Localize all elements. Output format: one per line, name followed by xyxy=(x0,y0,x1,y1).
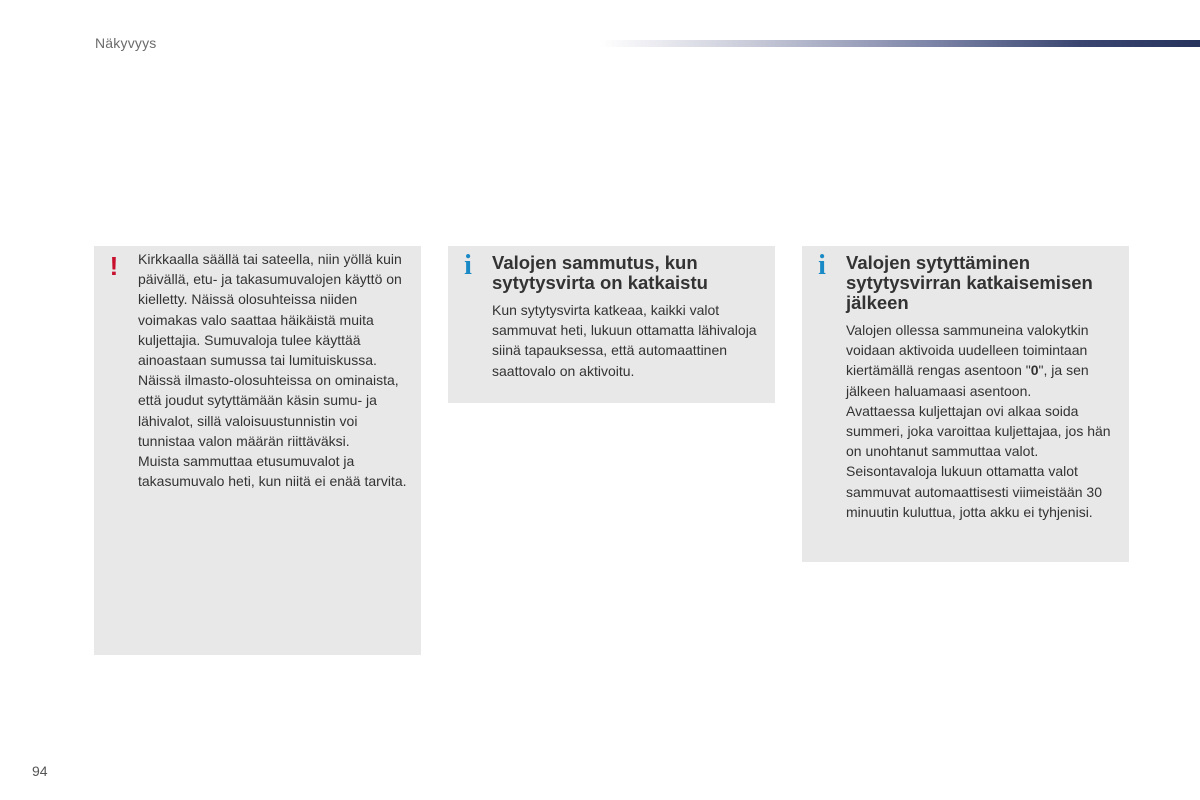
warning-text xyxy=(138,249,410,491)
info-box-text xyxy=(492,300,764,381)
page-number: 94 xyxy=(32,763,48,779)
info-paragraph xyxy=(846,320,1122,401)
warning-paragraph: Kirkkaalla säällä tai sateella, niin yöllä kuin päivällä, etu- ja takasumuvalojen käyttö on kielletty. Näissä olosuhteissa niiden voimakas valo saattaa häikäistä muita kuljettajia. Sumuvaloja tulee käyttää ainoastaan sumussa tai lumituiskussa. xyxy=(138,251,402,369)
text-segment: Valojen ollessa sammuneina valokytkin voidaan aktivoida uudelleen toimintaan kiertämällä rengas asentoon " xyxy=(846,322,1089,379)
bold-value: 0 xyxy=(1030,362,1039,379)
warning-paragraph: Näissä ilmasto-olosuhteissa on ominaista, että joudut sytyttämään käsin sumu- ja lähivalot, sillä valoisuustunnistin voi tunnistaa valon määrän riittäväksi. xyxy=(138,372,399,449)
info-icon: i xyxy=(464,250,472,281)
info-icon: i xyxy=(818,250,826,281)
info-box-text xyxy=(846,320,1122,522)
header-gradient-bar xyxy=(600,40,1200,47)
text-segment: ", ja sen jälkeen haluamaasi asentoon. xyxy=(846,362,1089,399)
section-title: Näkyvyys xyxy=(95,35,157,51)
info-paragraph: Seisontavaloja lukuun ottamatta valot sammuvat automaattisesti viimeistään 30 minuutin kuluttua, jotta akku ei tyhjenisi. xyxy=(846,463,1102,520)
info-paragraph: Avattaessa kuljettajan ovi alkaa soida summeri, joka varoittaa kuljettajaa, jos hän on unohtanut sammuttaa valot. xyxy=(846,402,1111,460)
info-box-heading: Valojen sammutus, kun sytytysvirta on katkaistu xyxy=(492,252,708,293)
exclamation-icon: ! xyxy=(109,251,119,281)
warning-paragraph: Muista sammuttaa etusumuvalot ja takasumuvalo heti, kun niitä ei enää tarvita. xyxy=(138,453,407,490)
info-paragraph: Kun sytytysvirta katkeaa, kaikki valot sammuvat heti, lukuun ottamatta lähivaloja siinä tapauksessa, että automaattinen saattovalo on aktivoitu. xyxy=(492,302,757,379)
info-box-heading: Valojen sytyttäminen sytytysvirran katkaisemisen jälkeen xyxy=(846,252,1093,313)
